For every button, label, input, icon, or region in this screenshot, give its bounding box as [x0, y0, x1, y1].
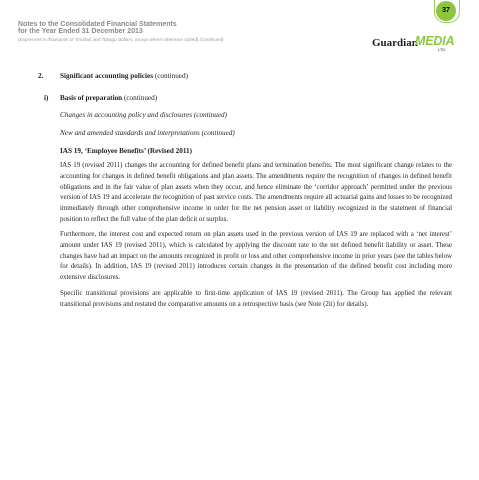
header-note: (Expressed in thousands of Trinidad and Tobago Dollars, except where otherwise stated) (Continued) [18, 36, 224, 42]
logo-suffix: LTD [438, 47, 446, 52]
section-continued: (continued) [154, 72, 188, 80]
section-number: 2. [38, 72, 44, 80]
italic-heading-policy-changes: Changes in accounting policy and disclosures (continued) [60, 111, 228, 119]
logo-word-media: MEDIA [415, 34, 455, 48]
subsection-heading [44, 94, 157, 102]
subsection-continued: (continued) [123, 94, 158, 102]
logo-word-guardian: Guardian [372, 37, 418, 49]
paragraph-1: IAS 19 (revised 2011) changes the accounting for defined benefit plans and termination benefits. The most significant change relates to the accounting for changes in defined benefit obligations and plan assets. The amendments require the recognition of changes in defined benefit obligations and in the fair value of plan assets when they occur, and hence eliminate the ‘corridor approach’ permitted under the previous version of IAS 19 and accelerate the recognition of past service costs. The amendments require all actuarial gains and losses to be recognized immediately through other comprehensive income in order for the net pension asset or liability recognized in the statement of financial position to reflect the full value of the plan deficit or surplus. [60, 162, 452, 223]
header-period: for the Year Ended 31 December 2013 [18, 28, 143, 36]
subsection-title: Basis of preparation [60, 94, 123, 102]
section-title: Significant accounting policies [60, 72, 154, 80]
paragraph-3: Specific transitional provisions are applicable to first-time application of IAS 19 (revised 2011). The Group has applied the relevant transitional provisions and restated the comparative amounts on a retrospective basis (see Note (2ii) for details). [60, 290, 452, 308]
page-header [18, 21, 224, 43]
guardian-media-logo [372, 33, 455, 55]
page-number: 37 [436, 1, 456, 21]
section-heading [38, 72, 188, 80]
header-title: Notes to the Consolidated Financial Statements [18, 21, 177, 28]
standard-heading: IAS 19, ‘Employee Benefits’ (Revised 2011) [60, 147, 193, 155]
subsection-number: i) [44, 94, 49, 102]
paragraph-2: Furthermore, the interest cost and expected return on plan assets used in the previous version of IAS 19 are replaced with a ‘net interest’ amount under IAS 19 (revised 2011), which is calculated by applying the discount rate to the net defined benefit liability or asset. These changes have had an impact on the amounts recognized in profit or loss and other comprehensive income in prior years (see the tables below for details). In addition, IAS 19 (revised 2011) introduces certain changes in the presentation of the defined benefit cost including more extensive disclosures. [60, 231, 452, 282]
italic-heading-new-standards: New and amended standards and interpretations (continued) [60, 129, 235, 137]
